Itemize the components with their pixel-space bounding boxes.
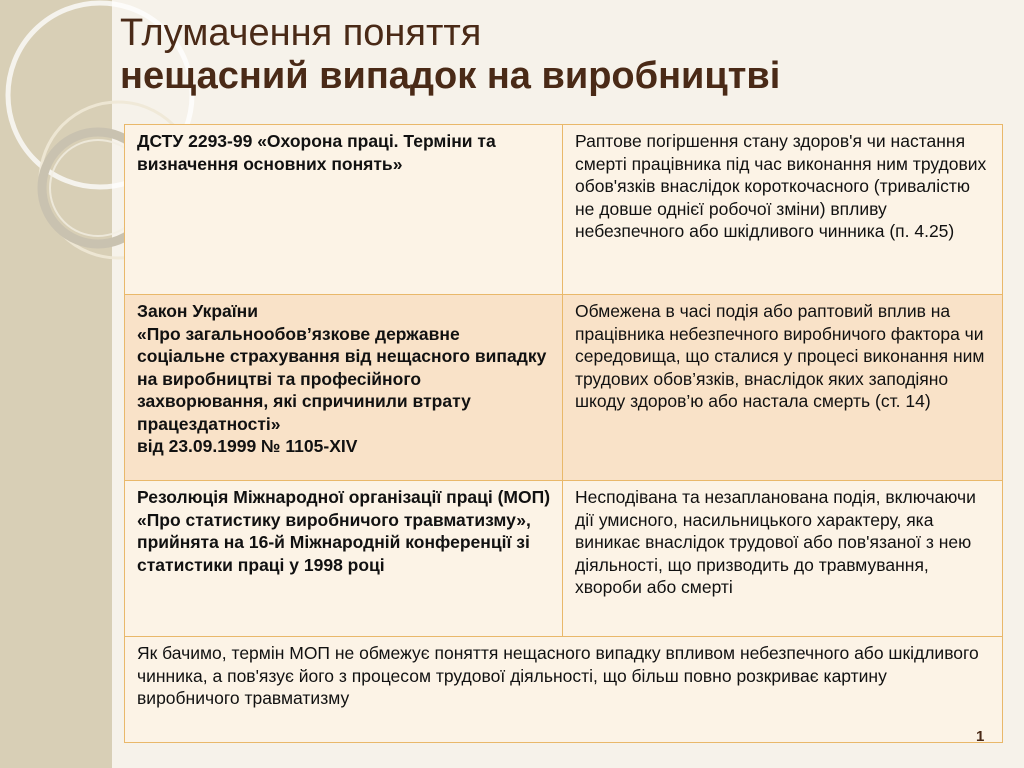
conclusion-text: Як бачимо, термін МОП не обмежує поняття нещасного випадку впливом небезпечного або шкідливого чинника, а пов'язує його з процесом трудової діяльності, що більш повно розкриває картину виробничого травматизму bbox=[137, 643, 979, 708]
conclusion-row bbox=[125, 637, 1003, 743]
definition-cell bbox=[563, 125, 1003, 295]
definition-cell bbox=[563, 295, 1003, 481]
title-line-2: нещасний випадок на виробництві bbox=[120, 55, 781, 97]
source-cell bbox=[125, 125, 563, 295]
source-cell bbox=[125, 481, 563, 637]
source-line-law-name: «Про загальнообов’язкове державне соціальне страхування від нещасного випадку на виробництві та професійного захворювання, які спричинили втрату працездатності» bbox=[137, 323, 547, 434]
source-line-resolution: «Про статистику виробничого травматизму», прийнята на 16-й Міжнародній конференції зі статистики праці у 1998 році bbox=[137, 509, 531, 575]
table-row bbox=[125, 481, 1003, 637]
definitions-table bbox=[124, 124, 1003, 743]
table-row bbox=[125, 295, 1003, 481]
slide-title bbox=[120, 12, 1000, 98]
definition-text: Несподівана та незапланована подія, включаючи дії умисного, насильницького характеру, яка виникає внаслідок трудової або пов'язаної з нею діяльності, що призводить до травмування, хвороби або смерті bbox=[575, 487, 976, 597]
source-cell bbox=[125, 295, 563, 481]
source-line-law-title: Закон України bbox=[137, 301, 258, 321]
definition-cell bbox=[563, 481, 1003, 637]
source-text: ДСТУ 2293-99 «Охорона праці. Терміни та визначення основних понять» bbox=[137, 131, 496, 174]
conclusion-cell bbox=[125, 637, 1003, 743]
title-line-1: Тлумачення поняття bbox=[120, 12, 482, 54]
source-line-law-date: від 23.09.1999 № 1105-XIV bbox=[137, 436, 358, 456]
definition-text: Обмежена в часі подія або раптовий вплив на працівника небезпечного виробничого фактора чи середовища, що сталися у процесі виконання ним трудових обов’язків, внаслідок яких заподіяно шкоду здоров’ю або настала смерть (ст. 14) bbox=[575, 301, 985, 411]
page-number: 1 bbox=[976, 728, 985, 745]
definition-text: Раптове погіршення стану здоров'я чи настання смерті працівника під час виконання ним трудових обов'язків внаслідок короткочасного (тривалістю не довше однієї робочої зміни) впливу небезпечного або шкідливого чинника (п. 4.25) bbox=[575, 131, 987, 241]
table-row bbox=[125, 125, 1003, 295]
source-line-org: Резолюція Міжнародної організації праці (МОП) bbox=[137, 487, 551, 507]
